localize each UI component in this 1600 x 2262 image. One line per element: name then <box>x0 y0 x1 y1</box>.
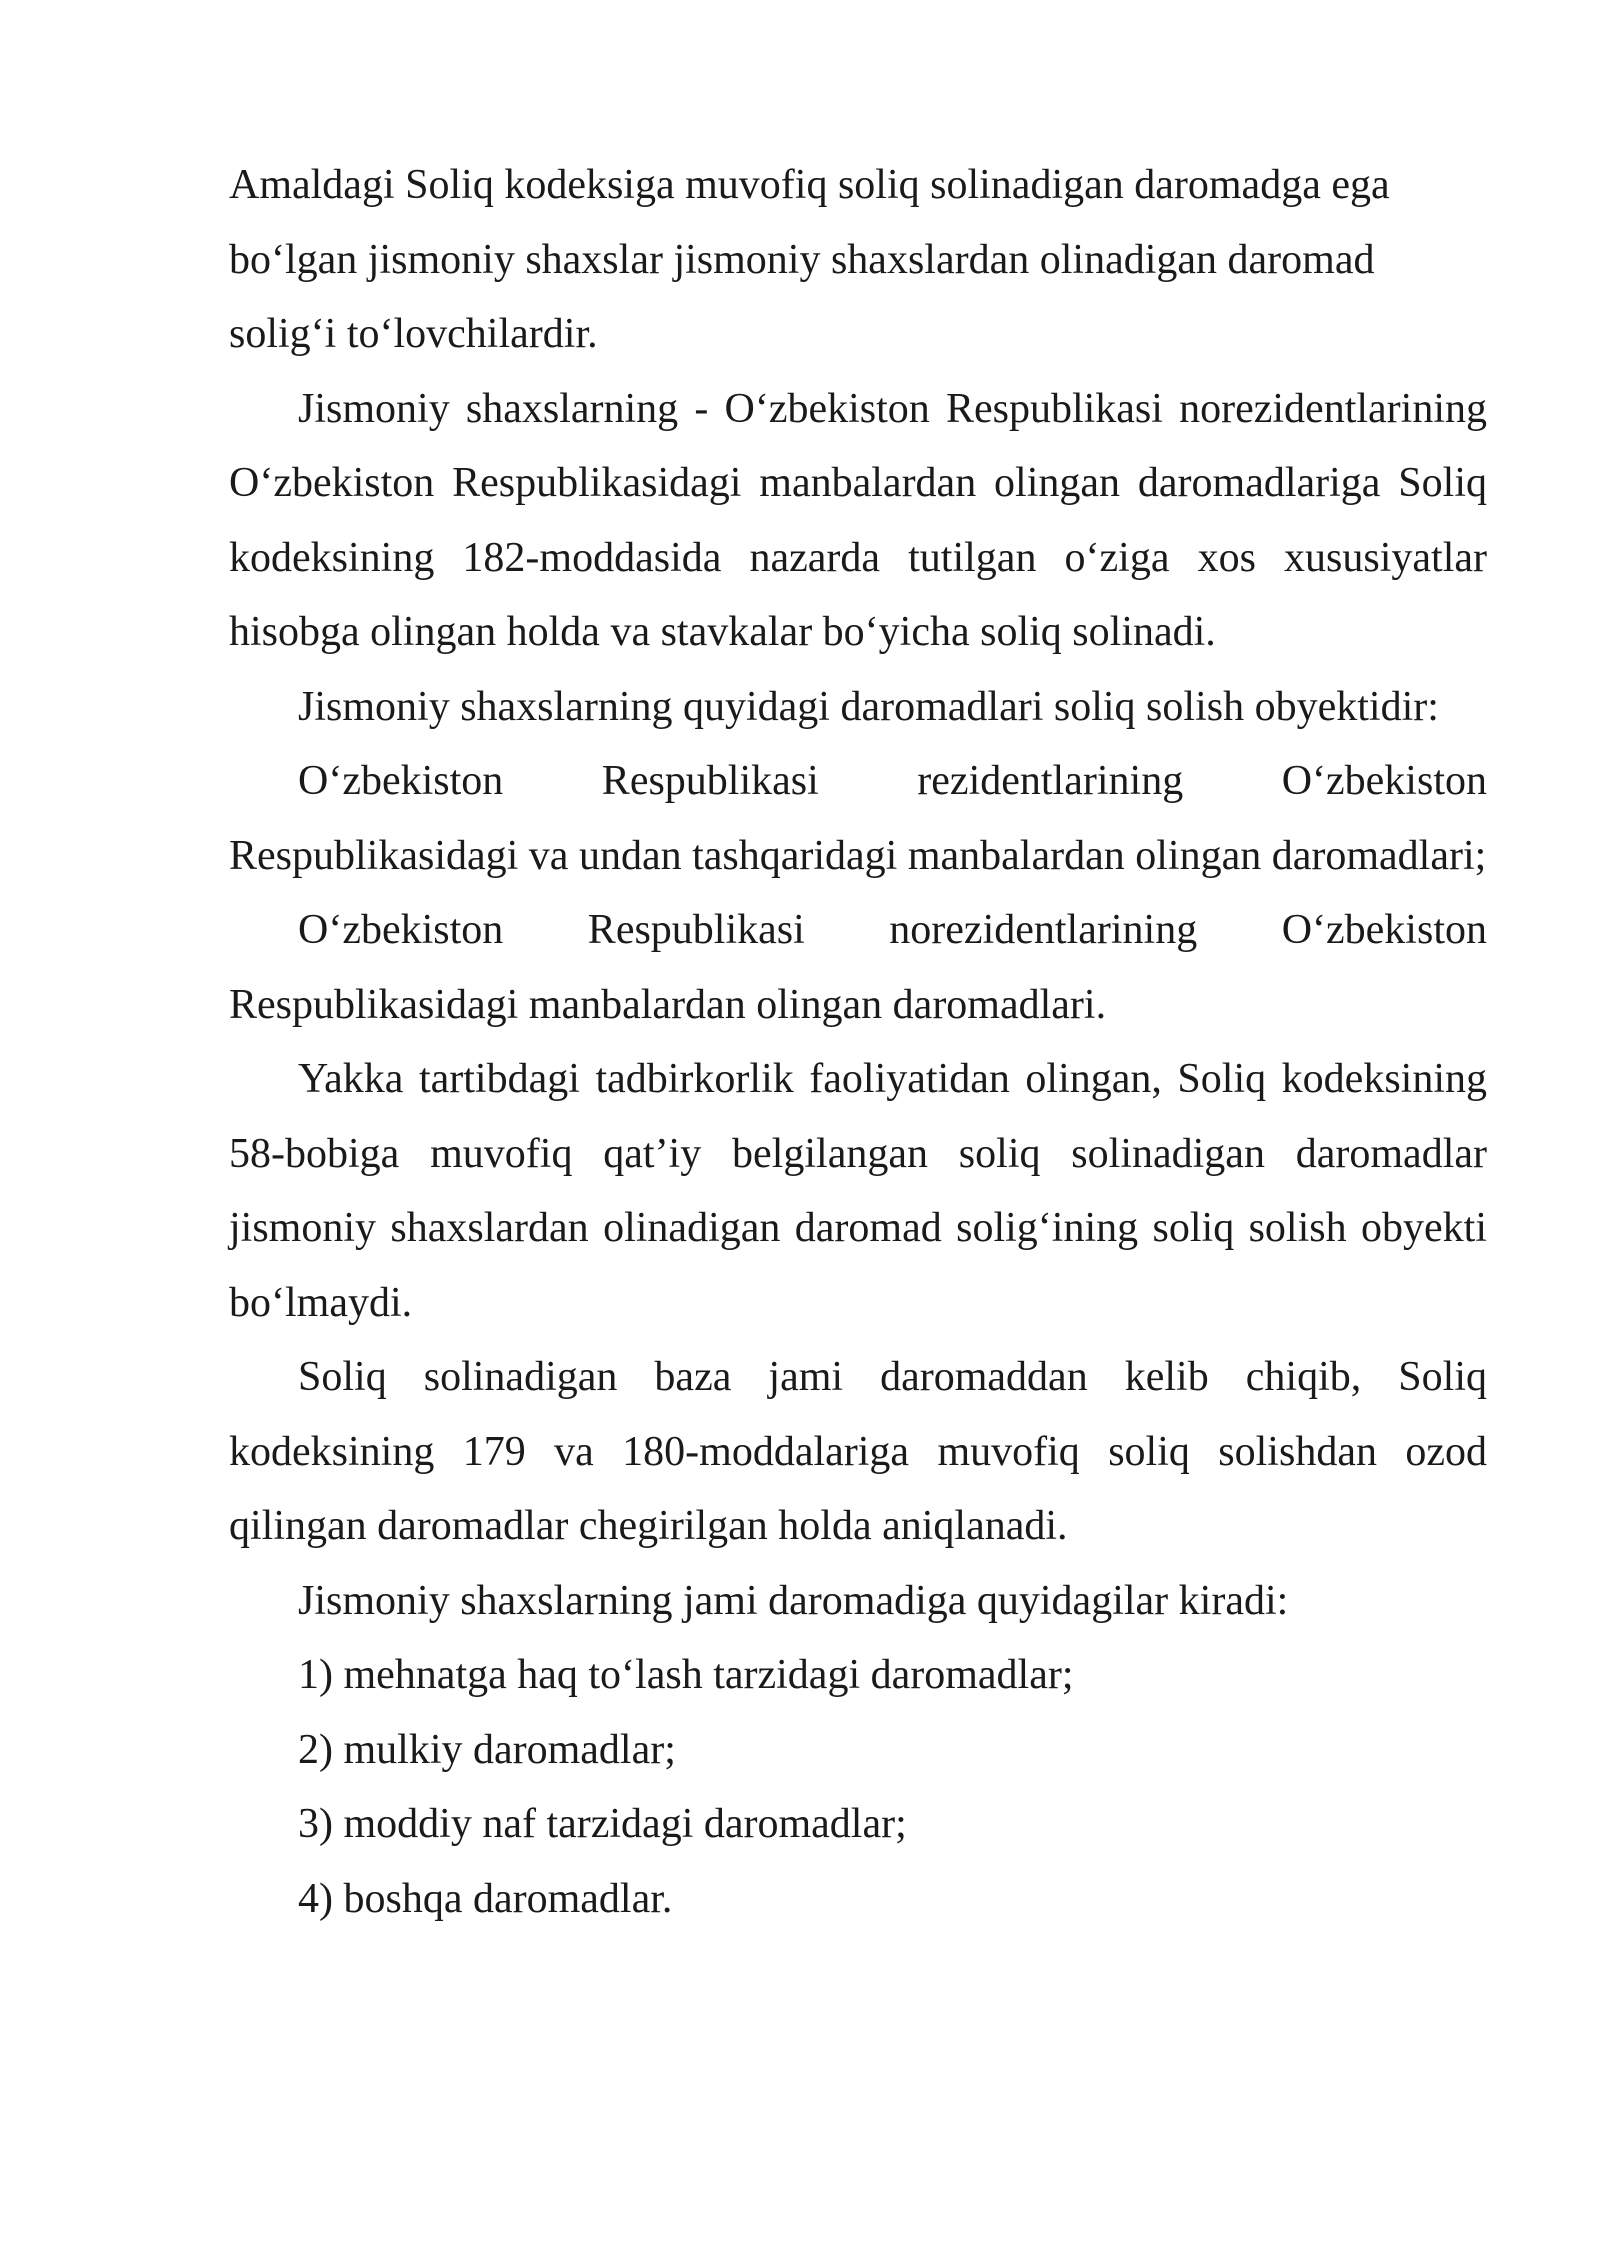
list-item: 3) moddiy naf tarzidagi daromadlar; <box>298 1801 907 1847</box>
document-page <box>229 148 1487 1936</box>
list-item: 2) mulkiy daromadlar; <box>298 1726 676 1773</box>
paragraph-taxation-object-intro: Jismoniy shaxslarning quyidagi daromadlari soliq solish obyektidir: <box>298 683 1439 730</box>
list-item: 4) boshqa daromadlar. <box>298 1875 673 1922</box>
paragraph-nonresidents-taxation: Jismoniy shaxslarning - O‘zbekiston Respublikasi norezidentlarining O‘zbekiston Respublikasidagi manbalardan olingan daromadlariga Soliq kodeksining 182-moddasida nazarda tutilgan o‘ziga xos xususiyatlar hisobga olingan holda va stavkalar bo‘yicha soliq solinadi. <box>229 385 1487 655</box>
income-list <box>229 1638 1487 1936</box>
paragraph-residents-income: O‘zbekiston Respublikasi rezidentlarining O‘zbekiston Respublikasidagi va undan tashqaridagi manbalardan olingan daromadlari; <box>229 758 1487 879</box>
list-item: 1) mehnatga haq to‘lash tarzidagi daromadlar; <box>298 1652 1074 1698</box>
paragraph-nonresidents-income: O‘zbekiston Respublikasi norezidentlarining O‘zbekiston Respublikasidagi manbalardan olingan daromadlari. <box>229 907 1487 1028</box>
paragraph-entrepreneur-exclusion: Yakka tartibdagi tadbirkorlik faoliyatidan olingan, Soliq kodeksining 58-bobiga muvofiq qat’iy belgilangan soliq solinadigan daromadlar jismoniy shaxslardan olinadigan daromad solig‘ining soliq solish obyekti bo‘lmaydi. <box>229 1056 1487 1326</box>
paragraph-total-income-intro: Jismoniy shaxslarning jami daromadiga quyidagilar kiradi: <box>298 1577 1289 1624</box>
paragraph-tax-base: Soliq solinadigan baza jami daromaddan kelib chiqib, Soliq kodeksining 179 va 180-moddalariga muvofiq soliq solishdan ozod qilingan daromadlar chegirilgan holda aniqlanadi. <box>229 1354 1487 1549</box>
paragraph-taxpayers: Amaldagi Soliq kodeksiga muvofiq soliq solinadigan daromadga ega bo‘lgan jismoniy shaxslar jismoniy shaxslardan olinadigan daromad solig‘i to‘lovchilardir. <box>229 162 1390 357</box>
